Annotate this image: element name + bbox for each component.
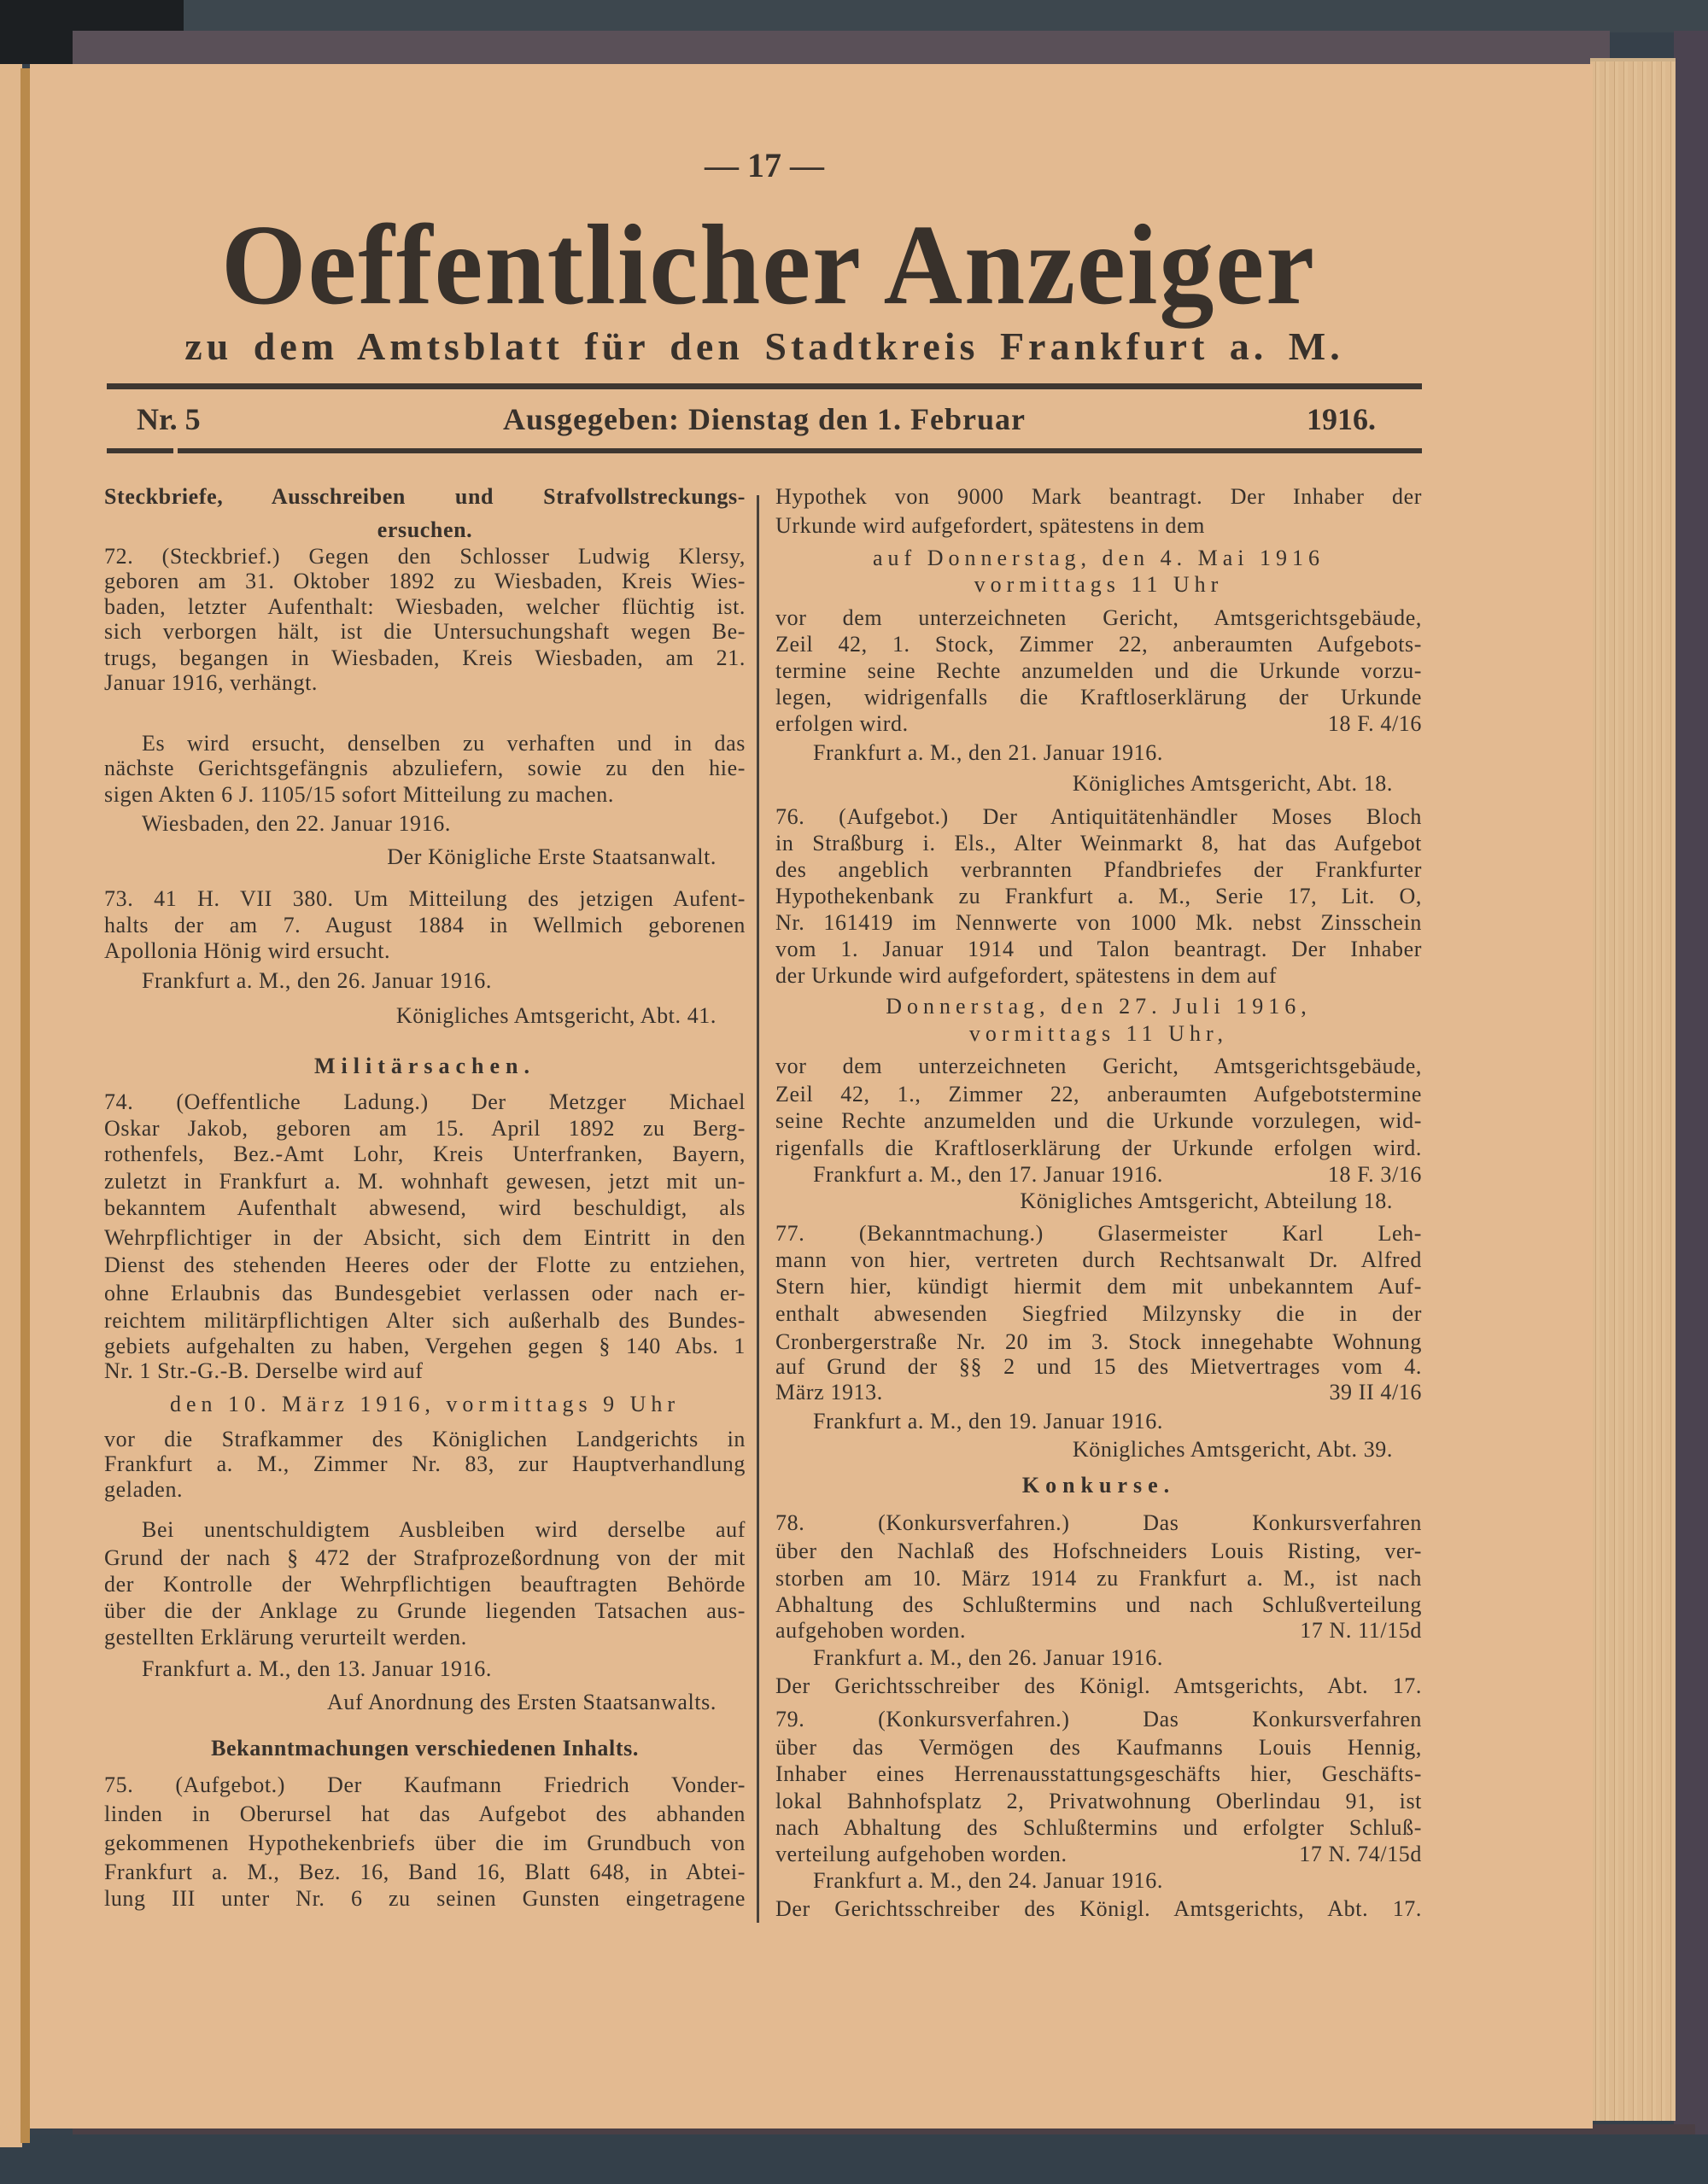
- text-line: [104, 844, 746, 871]
- line-text: 75. (Aufgebot.) Der Kaufmann Friedrich Vonder-: [104, 1772, 746, 1797]
- text-line: [775, 1300, 1422, 1328]
- line-text: verteilung aufgehoben worden.: [775, 1842, 1068, 1867]
- line-text: halts der am 7. August 1884 in Wellmich geborenen: [104, 913, 746, 938]
- text-line: [104, 1516, 746, 1544]
- line-text: Frankfurt a. M., Bez. 16, Band 16, Blatt 648, in Abtei-: [104, 1860, 746, 1885]
- line-text: Frankfurt a. M., den 21. Januar 1916.: [813, 740, 1163, 765]
- text-line: [775, 1353, 1422, 1381]
- line-text: 77. (Bekanntmachung.) Glasermeister Karl Leh-: [775, 1220, 1422, 1246]
- line-text: lokal Bahnhofsplatz 2, Privatwohnung Oberlindau 91, ist: [775, 1789, 1422, 1814]
- text-line: [775, 1247, 1422, 1274]
- line-text: rigenfalls die Kraftloserklärung der Urkunde erfolgen wird.: [775, 1136, 1422, 1161]
- line-text: Der Königliche Erste Staatsanwalt.: [387, 844, 717, 870]
- line-text: gebiets aufgehalten zu haben, Vergehen gegen § 140 Abs. 1: [104, 1333, 746, 1358]
- text-line: [775, 1867, 1422, 1895]
- text-line: [104, 1545, 746, 1572]
- case-reference: 39 II 4/16: [1329, 1379, 1422, 1404]
- line-text: Inhaber eines Herrenausstattungsgeschäfts hier, Geschäfts-: [775, 1761, 1422, 1786]
- line-text: 73. 41 H. VII 380. Um Mitteilung des jetzigen Aufent-: [104, 886, 746, 912]
- text-line: [775, 1734, 1422, 1761]
- line-text: lung III unter Nr. 6 zu seinen Gunsten eingetragene: [104, 1886, 746, 1912]
- line-text: auf Donnerstag, den 4. Mai 1916: [873, 545, 1325, 570]
- line-text: Grund der nach § 472 der Strafprozeßordnung von der mit: [104, 1545, 746, 1570]
- line-text: über die der Anklage zu Grunde liegenden Tatsachen aus-: [104, 1597, 746, 1623]
- line-text: mann von hier, vertreten durch Rechtsanwalt Dr. Alfred: [775, 1247, 1422, 1272]
- page-fold: [20, 68, 30, 2143]
- line-text: seine Rechte anzumelden und die Urkunde vorzulegen, wid-: [775, 1107, 1422, 1133]
- text-line: [104, 1426, 746, 1453]
- section-heading: [104, 517, 746, 544]
- text-line: [775, 1408, 1422, 1435]
- line-text: über das Vermögen des Kaufmanns Louis Hennig,: [775, 1734, 1422, 1760]
- section-heading: [104, 483, 746, 511]
- text-line: [104, 543, 746, 570]
- text-line: [775, 710, 1422, 738]
- line-text: Abhaltung des Schlußtermins und nach Schlußverteilung: [775, 1592, 1422, 1618]
- line-text: bekanntem Aufenthalt abwesend, wird beschuldigt, als: [104, 1195, 746, 1221]
- text-line: [104, 1689, 746, 1716]
- text-line: [104, 730, 746, 757]
- text-line: [775, 962, 1422, 990]
- section-heading: [775, 1472, 1422, 1499]
- line-text: Apollonia Hönig wird ersucht.: [104, 937, 391, 963]
- line-text: des angeblich verbrannten Pfandbriefes der Frankfurter: [775, 857, 1422, 882]
- issue-date: Ausgegeben: Dienstag den 1. Februar: [503, 402, 1026, 436]
- text-line: [104, 1859, 746, 1886]
- line-text: Wehrpflichtiger in der Absicht, sich dem Eintritt in den: [104, 1224, 746, 1250]
- text-line: [104, 1830, 746, 1857]
- previous-page-edge: [0, 64, 22, 2147]
- line-text: nach Abhaltung des Schlußtermins und erfolgter Schluß-: [775, 1815, 1422, 1841]
- text-line: [775, 770, 1422, 797]
- line-text: vormittags 11 Uhr: [974, 571, 1224, 597]
- line-text: März 1913.: [775, 1379, 883, 1404]
- line-text: Der Gerichtsschreiber des Königl. Amtsgerichts, Abt. 17.: [775, 1673, 1422, 1698]
- line-text: Bekanntmachungen verschiedenen Inhalts.: [211, 1736, 639, 1761]
- text-line: [775, 684, 1422, 711]
- text-line: [775, 1644, 1422, 1672]
- text-line: [775, 1020, 1422, 1048]
- line-text: Zeil 42, 1. Stock, Zimmer 22, anberaumten Aufgebots-: [775, 631, 1422, 657]
- line-text: rothenfels, Bez.-Amt Lohr, Kreis Unterfranken, Bayern,: [104, 1141, 746, 1166]
- line-text: 79. (Konkursverfahren.) Das Konkursverfahren: [775, 1706, 1422, 1731]
- line-text: Hypothekenbank zu Frankfurt a. M., Serie 17, Lit. O,: [775, 883, 1422, 908]
- issue-number: Nr. 5: [137, 402, 201, 436]
- text-line: [775, 909, 1422, 937]
- text-line: [775, 604, 1422, 632]
- text-line: [104, 568, 746, 595]
- page-number: — 17 —: [705, 146, 824, 184]
- line-text: Urkunde wird aufgefordert, spätestens in dem: [775, 513, 1205, 539]
- text-line: [775, 1379, 1422, 1406]
- line-text: Nr. 161419 im Nennwerte von 1000 Mk. nebst Zinsschein: [775, 909, 1422, 935]
- line-text: gestellten Erklärung verurteilt werden.: [104, 1624, 467, 1650]
- text-line: [104, 1307, 746, 1334]
- page-stack-edge: [1590, 58, 1676, 2121]
- text-line: [104, 1476, 746, 1504]
- text-line: [104, 1885, 746, 1912]
- text-line: [775, 883, 1422, 910]
- line-text: baden, letzter Aufenthalt: Wiesbaden, welcher flüchtig ist.: [104, 593, 746, 619]
- text-line: [775, 739, 1422, 767]
- text-line: [775, 1617, 1422, 1644]
- text-line: [104, 1168, 746, 1195]
- column-divider: [757, 495, 759, 1923]
- text-line: [104, 1772, 746, 1799]
- line-text: trugs, begangen in Wiesbaden, Kreis Wiesbaden, am 21.: [104, 645, 746, 671]
- text-line: [775, 1436, 1422, 1463]
- text-line: [104, 1194, 746, 1222]
- text-line: [104, 645, 746, 672]
- line-text: Hypothek von 9000 Mark beantragt. Der Inhaber der: [775, 483, 1422, 509]
- line-text: ersuchen.: [377, 517, 473, 543]
- text-line: [104, 593, 746, 621]
- line-text: Militärsachen.: [313, 1053, 536, 1078]
- section-heading: [104, 1053, 746, 1080]
- text-line: [775, 631, 1422, 658]
- line-text: Königliches Amtsgericht, Abt. 41.: [395, 1003, 717, 1029]
- line-text: gekommenen Hypothekenbriefs über die im Grundbuch von: [104, 1831, 746, 1856]
- line-text: Frankfurt a. M., den 17. Januar 1916.: [813, 1162, 1163, 1188]
- masthead-title: Oeffentlicher Anzeiger: [220, 201, 1317, 329]
- text-line: [775, 1135, 1422, 1162]
- line-text: 78. (Konkursverfahren.) Das Konkursverfahren: [775, 1510, 1422, 1535]
- text-line: [775, 1510, 1422, 1537]
- text-line: [104, 1597, 746, 1625]
- line-text: erfolgen wird.: [775, 710, 909, 736]
- line-text: storben am 10. März 1914 zu Frankfurt a. M., ist nach: [775, 1566, 1422, 1591]
- line-text: den 10. März 1916, vormittags 9 Uhr: [169, 1392, 681, 1417]
- text-line: [775, 1329, 1422, 1356]
- book-cloth-edge: [73, 31, 1610, 65]
- line-text: zuletzt in Frankfurt a. M. wohnhaft gewesen, jetzt mit un-: [104, 1169, 746, 1194]
- text-line: [104, 937, 746, 965]
- text-line: [775, 1895, 1422, 1923]
- text-line: [775, 1706, 1422, 1733]
- text-line: [104, 1089, 746, 1116]
- text-line: [775, 1565, 1422, 1592]
- text-line: [104, 1115, 746, 1142]
- line-text: geboren am 31. Oktober 1892 zu Wiesbaden, Kreis Wies-: [104, 569, 746, 594]
- text-line: [104, 669, 746, 697]
- text-line: [104, 967, 746, 995]
- case-reference: 18 F. 4/16: [1327, 710, 1422, 736]
- divider: [107, 383, 1422, 389]
- line-text: in Straßburg i. Els., Alter Weinmarkt 8, hat das Aufgebot: [775, 831, 1422, 856]
- line-text: sigen Akten 6 J. 1105/15 sofort Mitteilung zu machen.: [104, 781, 614, 807]
- text-line: [104, 1358, 746, 1385]
- text-line: [104, 1141, 746, 1168]
- line-text: Frankfurt a. M., den 19. Januar 1916.: [813, 1408, 1163, 1434]
- line-text: nächste Gerichtsgefängnis abzuliefern, sowie zu den hie-: [104, 755, 746, 780]
- line-text: Dienst des stehenden Heeres oder der Flotte zu entziehen,: [104, 1253, 746, 1278]
- text-line: [775, 1788, 1422, 1815]
- line-text: linden in Oberursel hat das Aufgebot des abhanden: [104, 1801, 746, 1826]
- text-line: [775, 1220, 1422, 1247]
- book-cover: [0, 2134, 1708, 2184]
- text-line: [104, 1571, 746, 1598]
- text-line: [775, 1673, 1422, 1700]
- text-line: [775, 512, 1422, 540]
- line-text: Cronbergerstraße Nr. 20 im 3. Stock innegehabte Wohnung: [775, 1329, 1422, 1354]
- text-line: [775, 1538, 1422, 1565]
- divider: [107, 448, 1422, 453]
- line-text: 76. (Aufgebot.) Der Antiquitätenhändler Moses Bloch: [775, 804, 1422, 830]
- text-line: [775, 1273, 1422, 1300]
- line-text: der Kontrolle der Wehrpflichtigen beauftragten Behörde: [104, 1571, 746, 1597]
- line-text: Donnerstag, den 27. Juli 1916,: [886, 993, 1312, 1019]
- text-line: [775, 1053, 1422, 1080]
- text-line: [104, 755, 746, 782]
- line-text: Wiesbaden, den 22. Januar 1916.: [142, 811, 451, 837]
- text-line: [775, 1814, 1422, 1842]
- text-line: [104, 1002, 746, 1030]
- text-line: [775, 483, 1422, 511]
- line-text: Frankfurt a. M., Zimmer Nr. 83, zur Hauptverhandlung: [104, 1451, 746, 1477]
- text-line: [775, 830, 1422, 857]
- text-line: [775, 803, 1422, 831]
- line-text: Königliches Amtsgericht, Abt. 18.: [1072, 770, 1393, 796]
- line-text: enthalt abwesenden Siegfried Milzynsky die in der: [775, 1301, 1422, 1327]
- issue-year: 1916.: [1307, 402, 1376, 436]
- line-text: Frankfurt a. M., den 26. Januar 1916.: [142, 968, 492, 994]
- line-text: geladen.: [104, 1476, 184, 1502]
- line-text: vor dem unterzeichneten Gericht, Amtsgerichtsgebäude,: [775, 1053, 1422, 1078]
- line-text: auf Grund der §§ 2 und 15 des Mietvertrages vom 4.: [775, 1354, 1422, 1380]
- text-line: [104, 1333, 746, 1360]
- text-line: [104, 885, 746, 913]
- masthead-subtitle: zu dem Amtsblatt für den Stadtkreis Frankfurt a. M.: [184, 324, 1344, 368]
- line-text: Konkurse.: [1021, 1472, 1176, 1498]
- line-text: termine seine Rechte anzumelden und die Urkunde vorzu-: [775, 657, 1422, 683]
- text-line: [104, 618, 746, 645]
- line-text: Es wird ersucht, denselben zu verhaften und in das: [142, 730, 746, 756]
- text-line: [775, 1761, 1422, 1788]
- line-text: 72. (Steckbrief.) Gegen den Schlosser Ludwig Klersy,: [104, 544, 746, 569]
- text-line: [775, 1188, 1422, 1215]
- text-line: [104, 1656, 746, 1683]
- line-text: 74. (Oeffentliche Ladung.) Der Metzger Michael: [104, 1089, 746, 1115]
- text-line: [775, 1081, 1422, 1108]
- book-cloth-edge: [1674, 31, 1708, 2148]
- text-line: [775, 993, 1422, 1020]
- text-line: [775, 856, 1422, 884]
- line-text: Königliches Amtsgericht, Abteilung 18.: [1020, 1188, 1393, 1214]
- line-text: der Urkunde wird aufgefordert, spätestens in dem auf: [775, 962, 1278, 988]
- line-text: Frankfurt a. M., den 26. Januar 1916.: [813, 1645, 1163, 1671]
- line-text: Bei unentschuldigtem Ausbleiben wird derselbe auf: [142, 1517, 746, 1543]
- line-text: Nr. 1 Str.-G.-B. Derselbe wird auf: [104, 1358, 424, 1384]
- line-text: ohne Erlaubnis das Bundesgebiet verlassen oder nach er-: [104, 1280, 746, 1305]
- text-line: [104, 781, 746, 809]
- line-text: reichtem militärpflichtigen Alter sich außerhalb des Bundes-: [104, 1308, 746, 1334]
- line-text: Januar 1916, verhängt.: [104, 670, 319, 696]
- case-reference: 17 N. 74/15d: [1299, 1842, 1422, 1867]
- text-line: [104, 810, 746, 838]
- line-text: sich verborgen hält, ist die Untersuchungshaft wegen Be-: [104, 619, 746, 645]
- background-binding: [184, 0, 1708, 32]
- text-line: [104, 1224, 746, 1252]
- line-text: Frankfurt a. M., den 24. Januar 1916.: [813, 1868, 1163, 1894]
- line-text: Auf Anordnung des Ersten Staatsanwalts.: [327, 1690, 717, 1715]
- line-text: über den Nachlaß des Hofschneiders Louis Risting, ver-: [775, 1538, 1422, 1563]
- case-reference: 17 N. 11/15d: [1300, 1617, 1422, 1643]
- text-line: [775, 657, 1422, 685]
- case-reference: 18 F. 3/16: [1327, 1162, 1422, 1188]
- text-line: [104, 1801, 746, 1828]
- text-line: [104, 1391, 746, 1418]
- section-heading: [104, 1735, 746, 1762]
- text-line: [104, 1624, 746, 1651]
- line-text: Der Gerichtsschreiber des Königl. Amtsgerichts, Abt. 17.: [775, 1895, 1422, 1921]
- line-text: vor dem unterzeichneten Gericht, Amtsgerichtsgebäude,: [775, 604, 1422, 630]
- divider-gap: [173, 446, 178, 456]
- text-line: [775, 571, 1422, 599]
- text-line: [775, 545, 1422, 572]
- line-text: vom 1. Januar 1914 und Talon beantragt. Der Inhaber: [775, 936, 1422, 961]
- text-line: [775, 1591, 1422, 1619]
- text-line: [104, 1252, 746, 1279]
- line-text: Frankfurt a. M., den 13. Januar 1916.: [142, 1656, 492, 1682]
- text-line: [775, 936, 1422, 963]
- line-text: Zeil 42, 1., Zimmer 22, anberaumten Aufgebotstermine: [775, 1081, 1422, 1107]
- line-text: aufgehoben worden.: [775, 1617, 967, 1643]
- line-text: legen, widrigenfalls die Kraftloserklärung der Urkunde: [775, 684, 1422, 710]
- line-text: vormittags 11 Uhr,: [968, 1021, 1229, 1047]
- line-text: Oskar Jakob, geboren am 15. April 1892 zu Berg-: [104, 1116, 746, 1142]
- line-text: vor die Strafkammer des Königlichen Landgerichts in: [104, 1427, 746, 1452]
- text-line: [775, 1841, 1422, 1868]
- text-line: [775, 1107, 1422, 1135]
- text-line: [104, 1451, 746, 1478]
- line-text: Steckbriefe, Ausschreiben und Strafvollstreckungs-: [104, 483, 746, 509]
- line-text: Königliches Amtsgericht, Abt. 39.: [1072, 1436, 1393, 1462]
- text-line: [775, 1161, 1422, 1188]
- line-text: Stern hier, kündigt hiermit dem mit unbekanntem Auf-: [775, 1273, 1422, 1299]
- text-line: [104, 912, 746, 939]
- text-line: [104, 1280, 746, 1307]
